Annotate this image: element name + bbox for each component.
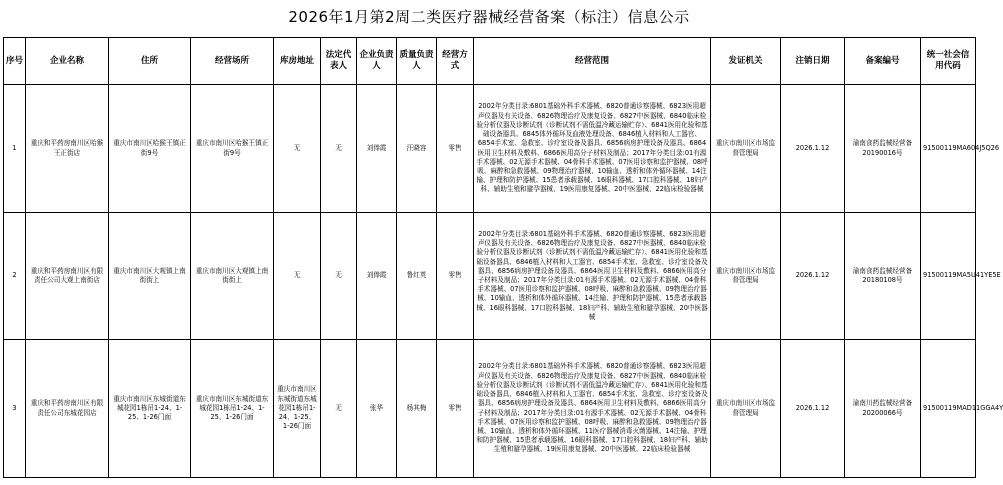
cell-record-no: 渝南食药监械经营备20190016号 (845, 85, 921, 213)
cell-no: 1 (4, 85, 26, 213)
cell-cancel-date: 2026.1.12 (781, 213, 845, 340)
cell-mode: 零售 (437, 340, 474, 478)
cell-record-no: 渝南川药监械经营备20200066号 (845, 340, 921, 478)
table-row (4, 213, 976, 340)
header-cancel-date: 注销日期 (781, 38, 845, 85)
cell-quality: 杨其梅 (397, 340, 437, 478)
cell-no: 3 (4, 340, 26, 478)
cell-legal-rep: 无 (321, 213, 357, 340)
cell-company: 重庆和平药房南川区哈猴王正街店 (26, 85, 109, 213)
cell-legal-rep: 无 (321, 85, 357, 213)
cell-quality: 鲁红英 (397, 213, 437, 340)
cell-credit-code: 91500119MA604J5Q26 (921, 85, 976, 213)
cell-cancel-date: 2026.1.12 (781, 340, 845, 478)
cell-credit-code: 91500119MA5U41YE5E (921, 213, 976, 340)
header-authority: 发证机关 (711, 38, 781, 85)
header-company: 企业名称 (26, 38, 109, 85)
cell-manager: 刘俸霞 (357, 85, 397, 213)
cell-credit-code: 91500119MAD11GGA4Y (921, 340, 976, 478)
header-site: 经营场所 (191, 38, 274, 85)
cell-scope: 2002年分类目录:6801基础外科手术器械、6820普通诊察器械、6823医用超声仪器及有关设备、6826物理治疗及康复设备、6827中医器械、6840临床检验分析仪器及诊断试剂（诊断试剂不需低温冷藏运输贮存）、6841医用化验和基础设备器具、6846植入材料和人工器官、6854手术室、急救室、诊疗室设备及器具、6856病房护理设备及器具、6864医用卫生材料及敷料、6866医用高分子材料及制品；2017年分类目录:01有源手术器械、02无源手术器械、04骨科手术器械、07医用诊察和监护器械、08呼吸、麻醉和急救器械、09物理治疗器械、10输血、透析和体外循环器械、14注输、护理和防护器械、15患者承载器械、16眼科器械、17口腔科器械、18妇产科、辅助生殖和避孕器械、20中医器械 (474, 213, 711, 340)
record-table (3, 37, 1003, 478)
cell-site: 重庆市南川区东城街道东城花园1栋吊1-24、1-25、1-26门面 (191, 340, 274, 478)
cell-address: 重庆市南川区哈猴王镇正街9号 (109, 85, 191, 213)
header-warehouse: 库房地址 (274, 38, 321, 85)
header-scope: 经营范围 (474, 38, 711, 85)
table-row (4, 85, 976, 213)
page-title: 2026年1月第2周二类医疗器械经营备案（标注）信息公示 (288, 8, 690, 26)
cell-scope: 2002年分类目录:6801基础外科手术器械、6820普通诊察器械、6823医用超声仪器及有关设备、6826物理治疗及康复设备、6827中医器械、6840临床检验分析仪器及诊断试剂（诊断试剂不需低温冷藏运输贮存）、6841医用化验和基础设备器具、6846植入材料和人工器官、6854手术室、急救室、诊疗室设备及器具、6856病房护理设备及器具、6864医用卫生材料及敷料、6866医用高分子材料及制品；2017年分类目录:01有源手术器械、02无源手术器械、04骨科手术器械、07医用诊察和监护器械、08呼吸、麻醉和急救器械、09物理治疗器械、10输血、透析和体外循环器械、11医疗器械消毒灭菌器械、14注输、护理和防护器械、15患者承载器械、16眼科器械、17口腔科器械、18妇产科、辅助生殖和避孕器械、19医用康复器械、20中医器械、22临床检验器械 (474, 340, 711, 478)
header-legal-rep: 法定代表人 (321, 38, 357, 85)
cell-authority: 重庆市南川区市场监督管理局 (711, 340, 781, 478)
cell-no: 2 (4, 213, 26, 340)
cell-cancel-date: 2026.1.12 (781, 85, 845, 213)
cell-warehouse: 无 (274, 85, 321, 213)
cell-warehouse: 重庆市南川区东城街道东城花园1栋吊1-24、1-25、1-26门面 (274, 340, 321, 478)
header-row (4, 38, 976, 85)
cell-mode: 零售 (437, 85, 474, 213)
cell-quality: 汪晓容 (397, 85, 437, 213)
cell-authority: 重庆市南川区市场监督管理局 (711, 213, 781, 340)
header-record-no: 备案编号 (845, 38, 921, 85)
table-row (4, 340, 976, 478)
header-credit-code: 统一社会信用代码 (921, 38, 976, 85)
cell-address: 重庆市南川区东城街道东城花园1栋吊1-24、1-25、1-26门面 (109, 340, 191, 478)
header-address: 住所 (109, 38, 191, 85)
cell-scope: 2002年分类目录:6801基础外科手术器械、6820普通诊察器械、6823医用超声仪器及有关设备、6826物理治疗及康复设备、6827中医器械、6840临床检验分析仪器及诊断试剂（诊断试剂不需低温冷藏运输贮存）、6841医用化验和基础设备器具、6845体外循环及血液处理设备、6846植入材料和人工器官、6854手术室、急救室、诊疗室设备及器具、6856病房护理设备及器具、6864医用卫生材料及敷料、6866医用高分子材料及制品；2017年分类目录:01有源手术器械、02无源手术器械、04骨科手术器械、07医用诊察和监护器械、08呼吸、麻醉和急救器械、09物理治疗器械、10输血、透析和体外循环器械、14注输、护理和防护器械、15患者承载器械、16眼科器械、17口腔科器械、18妇产科、辅助生殖和避孕器械、19医用康复器械、20中医器械、22临床检验器械 (474, 85, 711, 213)
cell-mode: 零售 (437, 213, 474, 340)
cell-company: 重庆和平药房南川区有限责任公司大观上南街店 (26, 213, 109, 340)
cell-address: 重庆市南川区大观镇上南街街上 (109, 213, 191, 340)
cell-legal-rep: 无 (321, 340, 357, 478)
header-manager: 企业负责人 (357, 38, 397, 85)
cell-company: 重庆和平药房南川区有限责任公司东城花园店 (26, 340, 109, 478)
header-mode: 经营方式 (437, 38, 474, 85)
header-quality: 质量负责人 (397, 38, 437, 85)
cell-site: 重庆市南川区大观镇上南街街上 (191, 213, 274, 340)
cell-manager: 张华 (357, 340, 397, 478)
cell-site: 重庆市南川区哈猴王镇正街9号 (191, 85, 274, 213)
header-no: 序号 (4, 38, 26, 85)
cell-record-no: 渝南食药监械经营备20180108号 (845, 213, 921, 340)
cell-warehouse: 无 (274, 213, 321, 340)
cell-authority: 重庆市南川区市场监督管理局 (711, 85, 781, 213)
cell-manager: 刘俸霞 (357, 213, 397, 340)
